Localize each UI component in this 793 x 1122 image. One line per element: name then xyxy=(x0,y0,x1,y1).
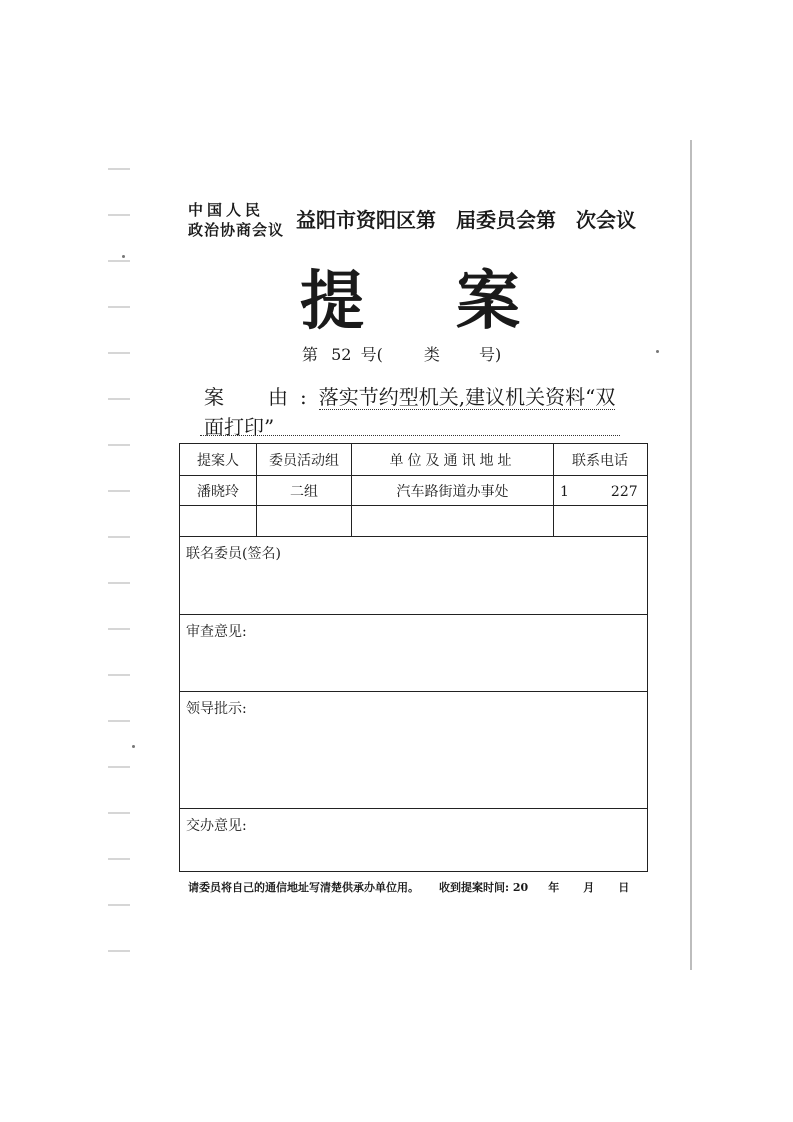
number-hao: 号( xyxy=(360,345,383,364)
cell-address: 汽车路街道办事处 xyxy=(352,476,554,505)
handling-label: 交办意见: xyxy=(186,818,247,834)
footer-instruction: 请委员将自己的通信地址写清楚供承办单位用。 xyxy=(188,881,419,894)
document-header xyxy=(188,200,658,244)
cell-group xyxy=(257,506,352,536)
cell-phone: 1 227 xyxy=(560,483,638,500)
cosigners-label: 联名委员(签名) xyxy=(186,546,281,562)
footer-note xyxy=(188,879,629,895)
proposal-reason xyxy=(204,382,634,442)
number-lei: 类 xyxy=(423,345,440,364)
binding-holes xyxy=(108,140,130,970)
cell-address xyxy=(352,506,554,536)
scan-speck xyxy=(122,255,125,258)
header-phone: 联系电话 xyxy=(572,452,628,469)
received-day: 日 xyxy=(618,881,630,894)
reason-line2: 面打印” xyxy=(204,415,275,439)
section-leader xyxy=(180,692,647,809)
header-address: 单位及通讯地址 xyxy=(352,444,554,475)
org-name xyxy=(188,200,284,240)
table-header-row xyxy=(180,444,647,476)
page-edge xyxy=(690,140,692,970)
title-char-1: 提 xyxy=(300,264,364,339)
header-proposer: 提案人 xyxy=(180,444,257,475)
proposal-number xyxy=(302,342,501,365)
cell-phone xyxy=(554,506,646,536)
proposal-form xyxy=(179,443,648,872)
reason-label: 案 由: xyxy=(204,385,319,409)
table-row xyxy=(180,476,647,506)
received-month: 月 xyxy=(583,881,595,894)
scan-speck xyxy=(656,350,659,353)
received-year: 年 xyxy=(548,881,560,894)
reason-underline xyxy=(200,435,620,436)
table-row xyxy=(180,506,647,537)
number-prefix: 第 xyxy=(302,345,319,364)
page-title xyxy=(300,250,520,342)
number-hao2: 号) xyxy=(479,345,502,364)
section-handling xyxy=(180,809,647,871)
title-char-2: 案 xyxy=(456,264,520,339)
cell-proposer xyxy=(180,506,257,536)
section-cosigners xyxy=(180,537,647,615)
received-time-label: 收到提案时间: 20 xyxy=(439,881,529,894)
reason-line1: 落实节约型机关,建议机关资料“双 xyxy=(318,385,616,409)
number-value: 52 xyxy=(331,345,352,364)
cell-group: 二组 xyxy=(257,476,352,505)
section-review xyxy=(180,615,647,692)
review-label: 审查意见: xyxy=(186,624,247,640)
org-name-line2: 政治协商会议 xyxy=(188,221,285,239)
scan-speck xyxy=(132,745,135,748)
session-title: 益阳市资阳区第 届委员会第 次会议 xyxy=(296,208,636,232)
org-name-line1: 中国人民 xyxy=(188,201,265,219)
cell-proposer: 潘晓玲 xyxy=(180,476,257,505)
header-group: 委员活动组 xyxy=(257,444,352,475)
leader-label: 领导批示: xyxy=(186,701,247,717)
